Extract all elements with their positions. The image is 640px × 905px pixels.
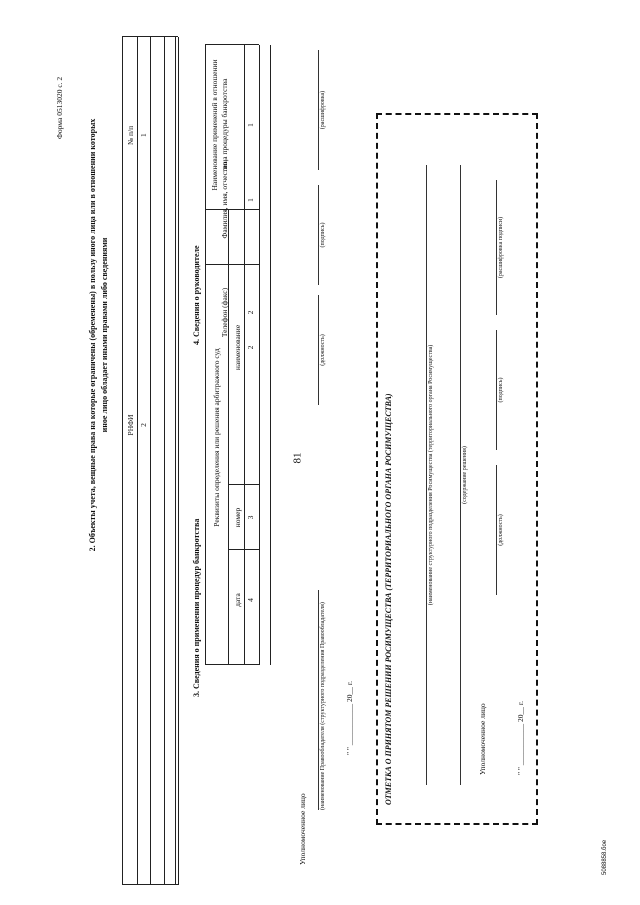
s3-sub-name: наименование [233, 324, 242, 371]
s3-idx-3: 3 [246, 515, 255, 520]
s4-line-top [205, 140, 206, 360]
s3-idx-4: 4 [246, 598, 255, 602]
position-underline [318, 295, 319, 405]
decode-underline [318, 50, 319, 170]
s3-idx-1: 1 [246, 123, 255, 127]
rosim-date: " " ___________ 20__ г. [516, 701, 525, 775]
rosim-unit-underline [426, 165, 427, 785]
s3-line-bottom [259, 45, 260, 665]
s3-col-name-1: Наименование применений в отношении [210, 59, 219, 191]
s2-line-5 [178, 37, 179, 885]
s3-border-left [205, 664, 259, 665]
signature-underline [318, 185, 319, 285]
s2-line-6 [175, 37, 176, 885]
s4-col-fio: Фамилия, имя, отчество [220, 161, 229, 239]
s3-line-idx [244, 45, 245, 665]
section2-title-2: иное лицо обладает иными правами либо сведениями [100, 237, 109, 433]
s2-idx-1: 1 [139, 133, 148, 137]
s2-col-num: № п/п [126, 125, 135, 145]
rosim-signature-underline [496, 330, 497, 450]
s2-line-2 [137, 37, 138, 885]
s3-idx-2: 2 [246, 345, 255, 350]
signature-date: " " ___________ 20__ г. [345, 681, 354, 755]
authorized-person: Уполномоченное лицо [298, 793, 307, 865]
form-label: Форма 0513020 с. 2 [55, 76, 64, 139]
rosim-authorized: Уполномоченное лицо [478, 703, 487, 775]
section2-title-1: 2. Объекты учета, вещные права на которые ограничены (обременены) в пользу иного лица или в отношении которых [88, 118, 97, 552]
rosim-cap-signature: (подпись) [498, 377, 504, 403]
s2-line-4 [164, 37, 165, 885]
section4-title: 4. Сведения о руководителе [192, 245, 201, 345]
rosim-cap-position: (должность) [498, 514, 504, 546]
cap-org: (наименование Правообладателя (структурного подразделения Правообладателя) [320, 602, 326, 810]
s3-col-requisites: Реквизиты определения или решения арбитражного суд [212, 348, 221, 527]
rosim-decode-underline [496, 180, 497, 315]
s2-line-1 [122, 37, 123, 885]
rosim-position-underline [496, 465, 497, 595]
cap-decode: (расшифровка) [320, 90, 326, 130]
s4-col-phone: Телефон (факс) [220, 287, 229, 338]
s3-col-name-2: лица процедуры банкротства [220, 78, 229, 172]
footer-code: 5088858.бое [602, 839, 608, 875]
rosim-cap-decode: (расшифровка подписи) [498, 216, 504, 279]
cap-signature: (подпись) [320, 222, 326, 248]
s2-col-rnfi: РНФИ [126, 414, 135, 436]
rosim-title: ОТМЕТКА О ПРИНЯТОМ РЕШЕНИИ РОСИМУЩЕСТВА (ТЕРРИТОРИАЛЬНОГО ОРГАНА РОСИМУЩЕСТВА) [384, 393, 393, 805]
rosim-decision-underline [460, 165, 461, 785]
org-underline [318, 590, 319, 810]
rosim-cap-decision: (содержание решения) [462, 446, 468, 504]
s4-idx-1: 1 [246, 198, 255, 202]
s3-sub-number: номер [233, 507, 242, 528]
s2-idx-2: 2 [139, 423, 148, 427]
page-number: 81 [291, 452, 304, 464]
s2-line-3 [150, 37, 151, 885]
cap-position: (должность) [320, 334, 326, 366]
s4-idx-2: 2 [246, 310, 255, 315]
s3-line-empty [270, 45, 271, 665]
rosim-cap-unit: (наименование структурного подразделения Росимущества (территориального органа Росимущества) [428, 344, 434, 606]
rosim-decision-box [376, 113, 538, 825]
section3-title: 3. Сведения о применении процедур банкротства [192, 518, 201, 697]
s3-sub-date: дата [233, 593, 242, 607]
